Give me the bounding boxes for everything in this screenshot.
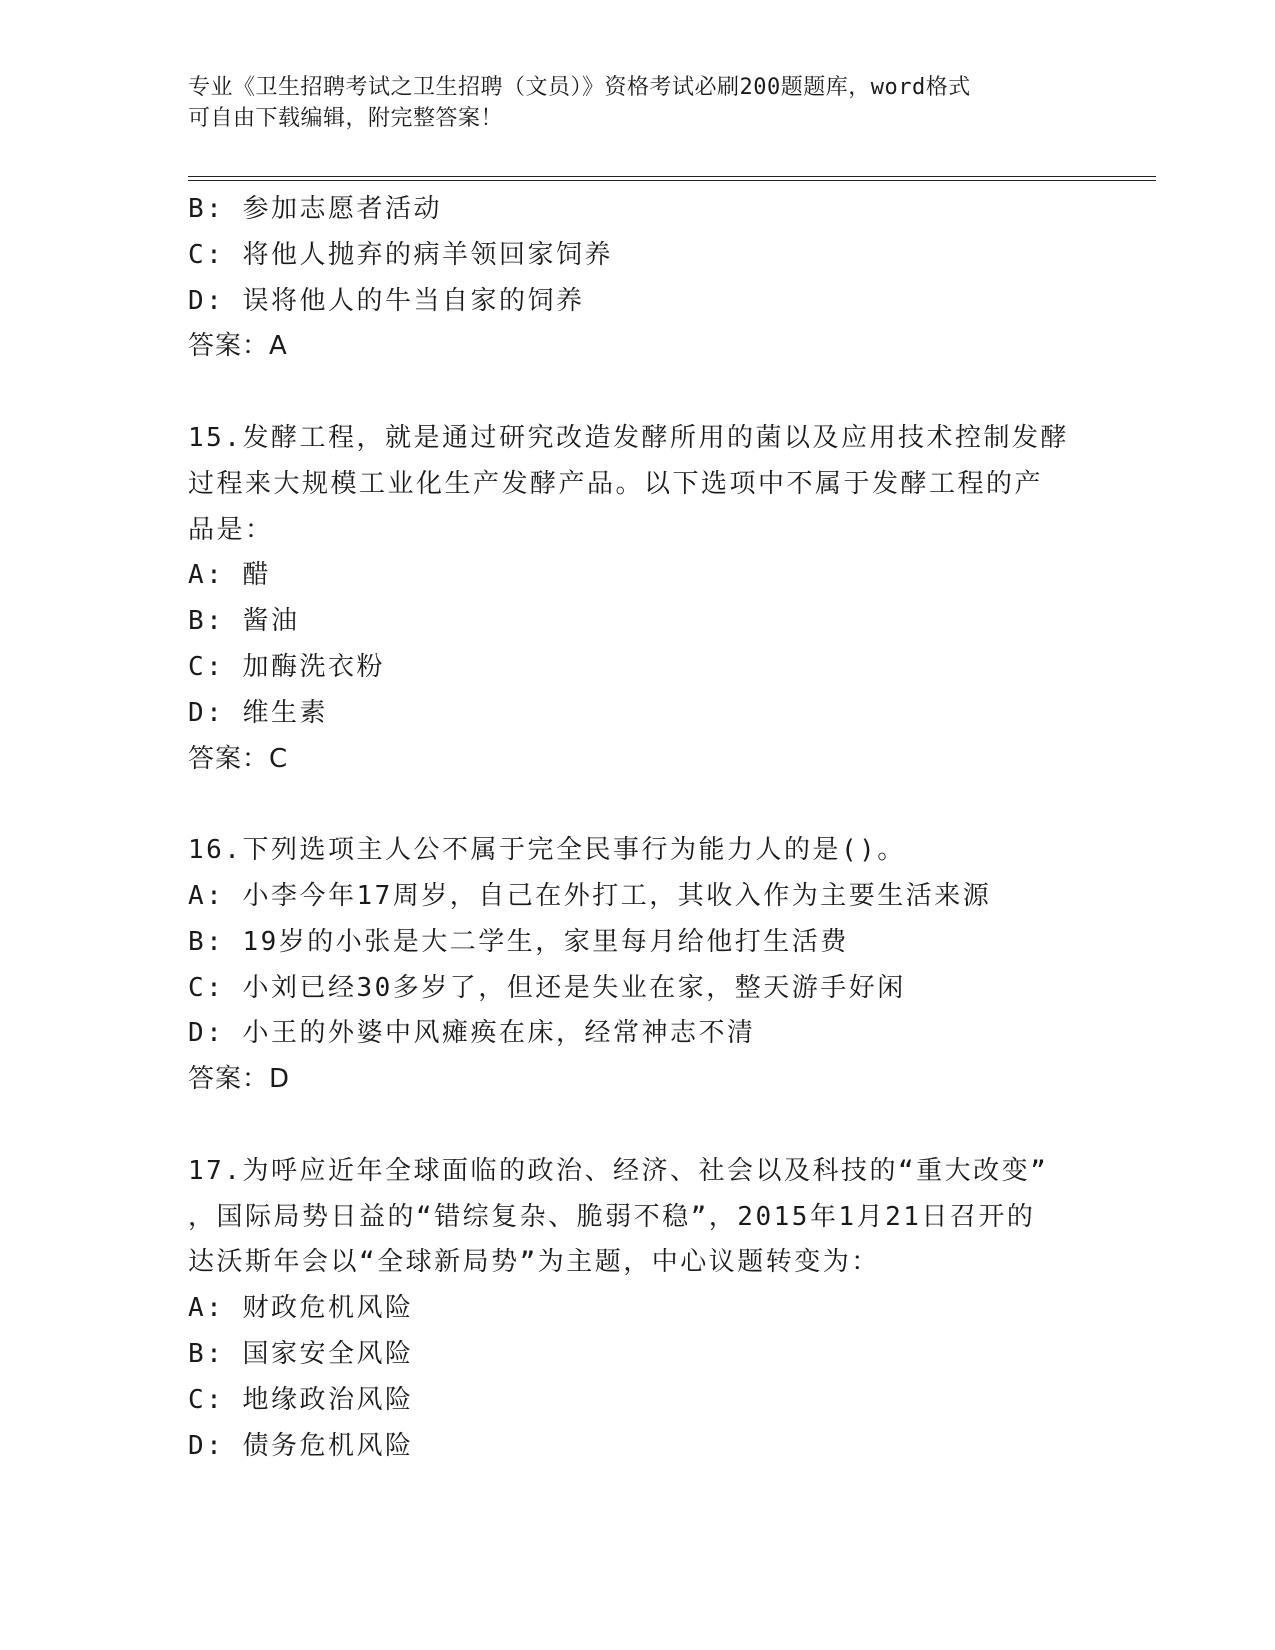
question-stem: 15.发酵工程，就是通过研究改造发酵所用的菌以及应用技术控制发酵 — [188, 422, 1069, 453]
option-d: D: 债务危机风险 — [188, 1430, 414, 1461]
option-d: D: 误将他人的牛当自家的饲养 — [188, 285, 585, 316]
question-stem: 16.下列选项主人公不属于完全民事行为能力人的是()。 — [188, 835, 906, 866]
option-c: C: 地缘政治风险 — [188, 1384, 414, 1415]
spacer — [188, 1103, 1088, 1149]
option-a: A: 小李今年17周岁，自己在外打工，其收入作为主要生活来源 — [188, 880, 992, 911]
option-b: B: 国家安全风险 — [188, 1338, 414, 1369]
header-divider — [188, 176, 1156, 181]
option-a: A: 醋 — [188, 560, 271, 591]
option-c: C: 加酶洗衣粉 — [188, 651, 385, 682]
header-title-line-2: 可自由下载编辑，附完整答案！ — [188, 106, 504, 131]
document-header — [188, 72, 1068, 134]
option-b: B: 参加志愿者活动 — [188, 194, 442, 224]
answer: 答案：A — [188, 331, 288, 362]
question-16 — [188, 828, 1088, 1103]
question-stem: 过程来大规模工业化生产发酵产品。以下选项中不属于发酵工程的产 — [188, 468, 1044, 499]
option-c: C: 将他人抛弃的病羊领回家饲养 — [188, 239, 613, 270]
option-d: D: 维生素 — [188, 697, 328, 728]
question-14-continued — [188, 187, 1088, 370]
header-title-line-1: 专业《卫生招聘考试之卫生招聘（文员）》资格考试必刷200题题库，word格式 — [188, 75, 971, 100]
spacer — [188, 782, 1088, 828]
option-c: C: 小刘已经30多岁了，但还是失业在家，整天游手好闲 — [188, 972, 906, 1003]
question-stem: 达沃斯年会以“全球新局势”为主题，中心议题转变为： — [188, 1247, 880, 1278]
question-15 — [188, 416, 1088, 782]
answer: 答案：C — [188, 743, 289, 774]
option-d: D: 小王的外婆中风瘫痪在床，经常神志不清 — [188, 1018, 756, 1049]
question-17 — [188, 1149, 1088, 1470]
spacer — [188, 370, 1088, 416]
option-a: A: 财政危机风险 — [188, 1293, 414, 1324]
question-stem: 品是： — [188, 514, 274, 545]
question-stem: ，国际局势日益的“错综复杂、脆弱不稳”，2015年1月21日召开的 — [188, 1201, 1036, 1232]
answer: 答案：D — [188, 1064, 291, 1095]
question-list — [188, 187, 1088, 1469]
option-b: B: 19岁的小张是大二学生，家里每月给他打生活费 — [188, 926, 849, 957]
option-b: B: 酱油 — [188, 606, 300, 637]
question-stem: 17.为呼应近年全球面临的政治、经济、社会以及科技的“重大改变” — [188, 1155, 1049, 1186]
